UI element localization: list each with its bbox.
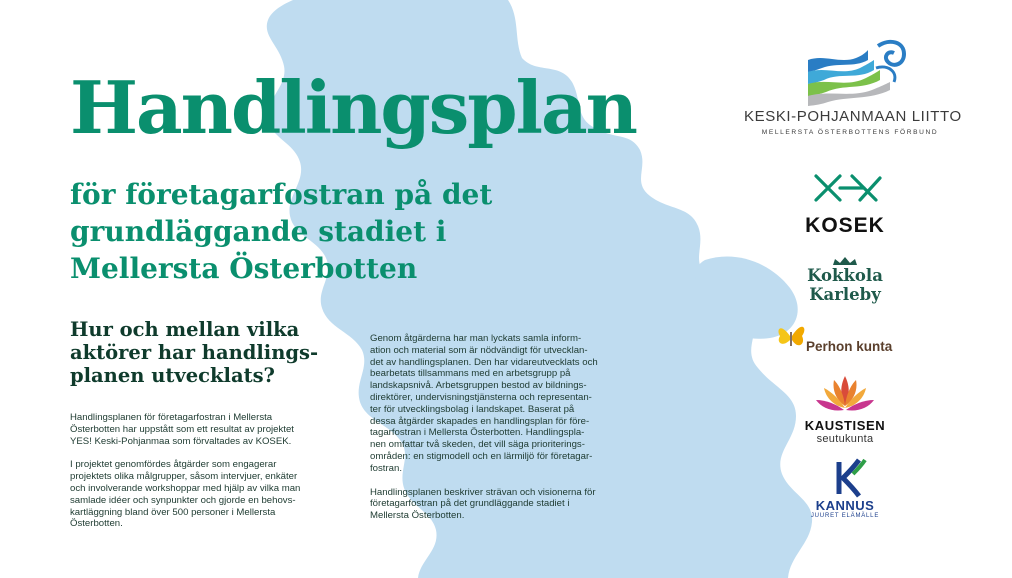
logo-name: KESKI-POHJANMAAN LIITTO <box>744 108 962 125</box>
wave-logo-icon <box>744 38 956 108</box>
text-line: Handlingsplanen för företagarfostran i Mellersta <box>70 412 273 423</box>
text-line: bearbetats tillsammans med en arbetsgrupp på <box>370 368 571 380</box>
text-line: Genom åtgärderna har man lyckats samla inform- <box>370 333 582 344</box>
text-line: projektets olika målgrupper, såsom intervjuer, enkäter <box>70 471 298 483</box>
page-title: Handlingsplan <box>70 65 636 150</box>
body-paragraph <box>70 412 370 447</box>
text-line: tagarfostran i Mellersta Österbotten. Handlingspla- <box>370 427 585 439</box>
text-line: det av handlingsplanen. Den har vidareutvecklats och <box>370 356 598 368</box>
subtitle-line: för företagarfostran på det <box>70 178 493 211</box>
question-line: aktörer har handlings- <box>70 341 319 364</box>
text-line: Handlingsplanen beskriver strävan och visionerna för <box>370 486 596 498</box>
logo-kosek <box>800 170 890 238</box>
butterfly-icon <box>774 318 808 352</box>
body-column-left <box>70 412 370 542</box>
logo-kannus <box>805 458 885 519</box>
kannus-k-icon <box>805 458 885 498</box>
text-line: fostran. <box>370 462 402 474</box>
text-line: I projektet genomfördes åtgärder som engagerar <box>70 459 277 471</box>
text-line: områden: en stigmodell och en lärmiljö för företagar- <box>370 450 593 462</box>
logo-line: Kokkola <box>807 266 883 285</box>
text-line: ation och material som är nödvändigt för utvecklan- <box>370 344 588 356</box>
page-subtitle <box>70 176 590 287</box>
text-line: Österbotten. <box>70 518 123 530</box>
text-line: samlade idéer och synpunkter och gjorde en behovs- <box>70 494 296 506</box>
logo-line: Karleby <box>809 285 881 304</box>
question-line: Hur och mellan vilka <box>70 318 300 341</box>
text-line: dessa åtgärder skapades en handlingsplan för före- <box>370 415 590 427</box>
logo-name: Perhon kunta <box>806 339 893 354</box>
text-line: direktörer, undervisningstjänsterna och representan- <box>370 391 592 403</box>
text-line: och involverande workshoppar med hjälp av vilka man <box>70 482 301 494</box>
text-line: företagarfostran på det grundläggande stadiet i <box>370 498 570 510</box>
logo-kaustisen-seutukunta <box>800 372 890 445</box>
logo-subname: seutukunta <box>816 433 874 445</box>
text-line: kartläggning bland över 500 personer i Mellersta <box>70 506 276 518</box>
section-question-heading <box>70 318 318 387</box>
text-line: nen omfattar två skeden, det vill säga prioriterings- <box>370 439 585 451</box>
subtitle-line: Mellersta Österbotten <box>70 252 418 285</box>
text-line: landskapsnivå. Arbetsgruppen bestod av bildnings- <box>370 380 587 392</box>
body-paragraph <box>370 487 660 522</box>
subtitle-line: grundläggande stadiet i <box>70 215 447 248</box>
logo-subname: JUURET ELÄMÄLLE <box>810 513 880 519</box>
text-line: YES! Keski-Pohjanmaa som förvaltades av KOSEK. <box>70 435 292 447</box>
question-line: planen utvecklats? <box>70 364 275 387</box>
body-column-right <box>370 333 660 534</box>
logo-name: KAUSTISEN <box>804 418 886 433</box>
logo-name: KANNUS <box>815 498 875 513</box>
text-line: ter för utvecklingsbolag i landskapet. Baserat på <box>370 403 575 415</box>
text-line: Mellersta Österbotten. <box>370 510 465 522</box>
logo-subname: MELLERSTA ÖSTERBOTTENS FÖRBUND <box>761 129 939 136</box>
kosek-mark-icon <box>800 170 890 214</box>
crown-icon <box>795 256 895 266</box>
body-paragraph <box>70 459 370 530</box>
logo-name: KOSEK <box>805 214 885 237</box>
logo-perhon-kunta <box>774 318 894 354</box>
text-line: Österbotten har uppstått som ett resultat av projektet <box>70 423 294 435</box>
flower-icon <box>800 372 890 418</box>
logo-kokkola-karleby <box>795 256 895 304</box>
logo-keski-pohjanmaan-liitto <box>744 38 962 136</box>
body-paragraph <box>370 333 660 475</box>
